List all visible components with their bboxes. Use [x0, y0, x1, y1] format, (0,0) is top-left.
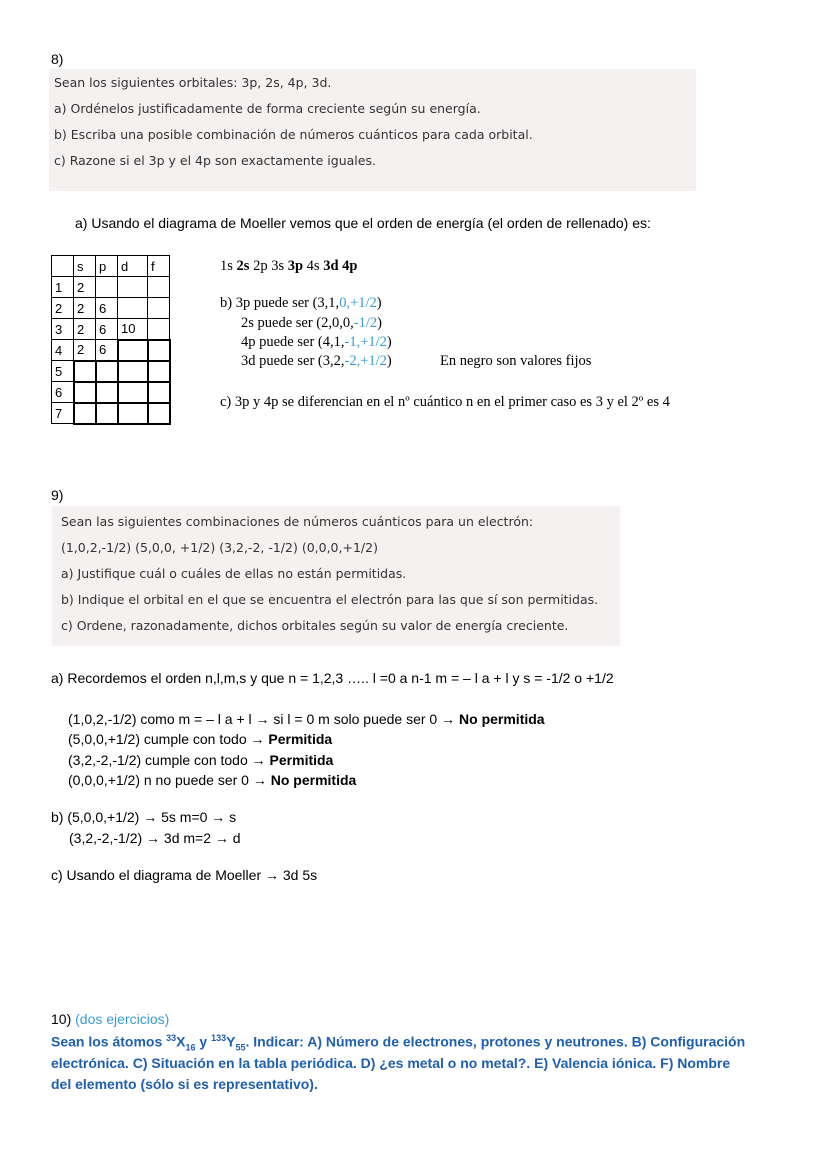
- q8-prompt-line: c) Razone si el 3p y el 4p son exactamente iguales.: [54, 153, 376, 168]
- table-cell: 6: [96, 298, 118, 319]
- table-cell: [148, 298, 170, 319]
- table-row: [52, 319, 170, 340]
- q8-answer-c: c) 3p y 4p se diferencian en el nº cuántico n en el primer caso es 3 y el 2º es 4: [220, 394, 670, 410]
- q9-check: [68, 731, 332, 747]
- q10-tag: (dos ejercicios): [75, 1011, 170, 1027]
- table-cell: [96, 403, 118, 424]
- b-suffix: ): [377, 315, 382, 331]
- table-cell: [148, 277, 170, 298]
- table-cell: 6: [52, 382, 74, 403]
- check-text: (1,0,2,-1/2) como m = – l a + l → si l = 0 m solo puede ser 0 →: [68, 711, 460, 727]
- check-text: (3,2,-2,-1/2) cumple con todo →: [68, 752, 270, 768]
- order-part: 3d 4p: [323, 258, 358, 274]
- table-cell: [96, 382, 118, 403]
- table-cell: [74, 382, 96, 403]
- table-cell: 10: [118, 319, 148, 340]
- q9-answer-b-line: b) (5,0,0,+1/2) → 5s m=0 → s: [51, 809, 237, 825]
- b-blue-values: -1/2: [353, 315, 378, 331]
- b-suffix: ): [386, 334, 392, 350]
- b-prefix: 4p puede ser (4,1,: [241, 334, 345, 350]
- table-cell: [118, 361, 148, 382]
- q8-b-line: [241, 315, 382, 332]
- q10-text: . Indicar: A) Número de electrones, protones y neutrones. B) Configuración: [245, 1033, 746, 1050]
- table-row: [52, 256, 170, 277]
- q10-text: y: [195, 1033, 212, 1050]
- y-symbol: Y: [226, 1033, 236, 1050]
- table-cell: [148, 319, 170, 340]
- b-prefix: 2s puede ser (2,0,0,: [241, 315, 354, 331]
- table-cell: d: [118, 256, 148, 277]
- b-blue-values: 0,+1/2: [339, 295, 377, 311]
- q9-prompt-box: [52, 506, 620, 646]
- table-row: [52, 382, 170, 403]
- q10-statement-line3: del elemento (sólo si es representativo).: [51, 1076, 318, 1092]
- table-cell: [74, 361, 96, 382]
- table-row: [52, 361, 170, 382]
- q10-statement-line1: [51, 1033, 745, 1052]
- table-cell: [74, 403, 96, 424]
- q9-prompt-line: b) Indique el orbital en el que se encuentra el electrón para las que sí son permitidas.: [61, 592, 599, 607]
- q9-answer-c: c) Usando el diagrama de Moeller → 3d 5s: [51, 867, 318, 883]
- q8-b-line: [241, 334, 392, 351]
- table-cell: [148, 340, 170, 361]
- table-cell: f: [148, 256, 170, 277]
- check-text: (0,0,0,+1/2) n no puede ser 0 →: [68, 772, 271, 788]
- q10-text: Sean los átomos: [51, 1033, 167, 1050]
- table-row: [52, 403, 170, 424]
- q10-number: 10): [51, 1011, 76, 1027]
- q8-prompt-line: a) Ordénelos justificadamente de forma creciente según su energía.: [54, 101, 481, 116]
- table-cell: 3: [52, 319, 74, 340]
- x-mass-number: 33: [166, 1033, 177, 1043]
- check-result: Permitida: [268, 731, 333, 747]
- y-atomic-number: 55: [235, 1042, 246, 1053]
- q8-prompt-box: [49, 69, 696, 191]
- table-cell: [118, 277, 148, 298]
- q8-b-line: [241, 353, 392, 370]
- b-blue-values: -2,+1/2: [344, 353, 387, 369]
- check-text: (5,0,0,+1/2) cumple con todo →: [68, 731, 269, 747]
- q10-statement-line2: electrónica. C) Situación en la tabla periódica. D) ¿es metal o no metal?. E) Valencia iónica. F) Nombre: [51, 1055, 731, 1071]
- table-cell: [52, 256, 74, 277]
- b-blue-values: -1,+1/2: [344, 334, 387, 350]
- x-symbol: X: [176, 1033, 186, 1050]
- q9-answer-b-line: (3,2,-2,-1/2) → 3d m=2 → d: [69, 830, 241, 846]
- table-cell: [96, 277, 118, 298]
- q9-number: 9): [51, 487, 64, 503]
- q10-header: [51, 1011, 169, 1027]
- table-cell: 2: [74, 277, 96, 298]
- q8-answer-a: a) Usando el diagrama de Moeller vemos que el orden de energía (el orden de rellenado) es:: [75, 215, 651, 231]
- order-part: 2s: [236, 258, 250, 274]
- q8-b-line: [220, 295, 382, 312]
- table-cell: 1: [52, 277, 74, 298]
- order-part: 2p 3s: [249, 258, 288, 274]
- table-cell: 5: [52, 361, 74, 382]
- check-result: No permitida: [270, 772, 357, 788]
- table-cell: s: [74, 256, 96, 277]
- order-part: 3p: [287, 258, 304, 274]
- table-cell: [148, 382, 170, 403]
- y-mass-number: 133: [211, 1033, 227, 1043]
- table-cell: 2: [74, 340, 96, 361]
- order-part: 1s: [220, 258, 237, 274]
- q9-answer-a: a) Recordemos el orden n,l,m,s y que n = 1,2,3 ….. l =0 a n-1 m = – l a + l y s = -1/2 o +1/2: [51, 670, 614, 686]
- fixed-values-note: En negro son valores fijos: [440, 353, 592, 369]
- table-cell: [118, 403, 148, 424]
- q9-check: [68, 772, 356, 788]
- q9-prompt-line: a) Justifique cuál o cuáles de ellas no están permitidas.: [61, 566, 407, 581]
- b-suffix: ): [376, 295, 382, 311]
- table-cell: 6: [96, 319, 118, 340]
- q9-prompt-line: c) Ordene, razonadamente, dichos orbitales según su valor de energía creciente.: [61, 618, 569, 633]
- table-cell: [96, 361, 118, 382]
- table-cell: p: [96, 256, 118, 277]
- check-result: No permitida: [459, 711, 545, 727]
- q9-check: [68, 711, 545, 727]
- table-cell: [118, 382, 148, 403]
- q8-number: 8): [51, 51, 64, 67]
- x-atomic-number: 16: [185, 1042, 196, 1053]
- table-cell: 2: [52, 298, 74, 319]
- q9-check: [68, 752, 333, 768]
- table-cell: [148, 403, 170, 424]
- q9-prompt-line: Sean las siguientes combinaciones de números cuánticos para un electrón:: [61, 514, 534, 529]
- table-cell: [118, 340, 148, 361]
- moeller-table: [51, 255, 171, 425]
- table-cell: 2: [74, 298, 96, 319]
- table-row: [52, 298, 170, 319]
- table-cell: 2: [74, 319, 96, 340]
- energy-order: [220, 258, 357, 275]
- table-cell: 7: [52, 403, 74, 424]
- table-row: [52, 277, 170, 298]
- check-result: Permitida: [269, 752, 334, 768]
- table-cell: [118, 298, 148, 319]
- q9-prompt-line: (1,0,2,-1/2) (5,0,0, +1/2) (3,2,-2, -1/2) (0,0,0,+1/2): [61, 540, 378, 555]
- order-part: 4s: [303, 258, 324, 274]
- b-prefix: b) 3p puede ser (3,1,: [220, 295, 340, 311]
- table-row: [52, 340, 170, 361]
- b-suffix: ): [386, 353, 392, 369]
- table-cell: 4: [52, 340, 74, 361]
- q8-prompt-line: Sean los siguientes orbitales: 3p, 2s, 4p, 3d.: [54, 75, 332, 90]
- q8-prompt-line: b) Escriba una posible combinación de números cuánticos para cada orbital.: [54, 127, 533, 142]
- table-cell: 6: [96, 340, 118, 361]
- b-prefix: 3d puede ser (3,2,: [241, 353, 345, 369]
- table-cell: [148, 361, 170, 382]
